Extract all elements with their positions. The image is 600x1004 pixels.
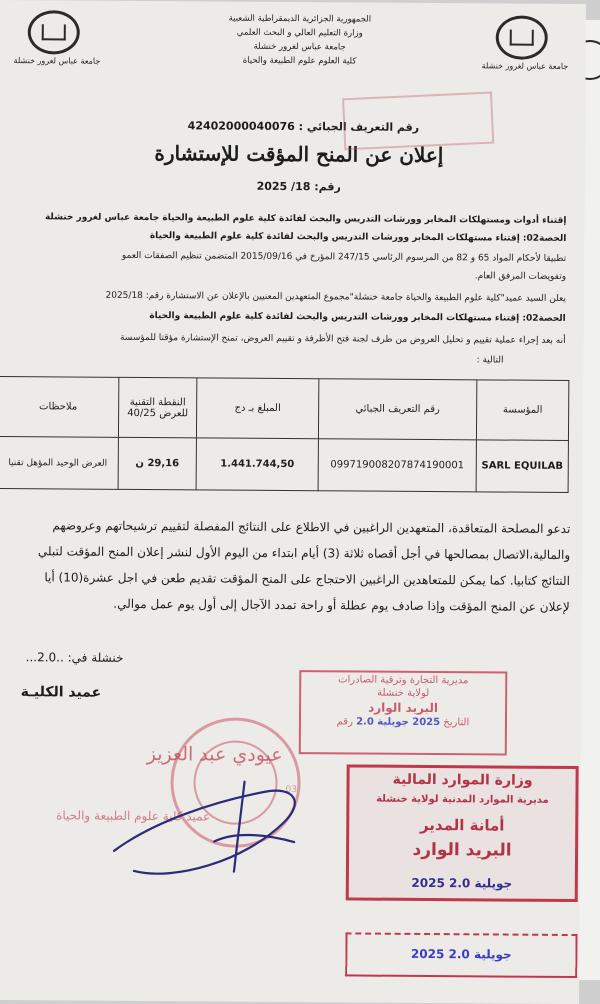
commerce-stamp-num-label: رقم [336,716,353,728]
logo-book-icon [42,24,66,40]
commerce-stamp-line: لولاية خنشلة [377,687,430,700]
cell-institution: SARL EQUILAB [476,440,568,493]
place-date: خنشلة في: ..2.0... [25,650,124,665]
intro-line: الحصة02: إقتناء مستهلكات المخابر وورشات التدريس والبحث لفائدة كلية علوم الطبيعة والحياة [149,311,566,324]
cell-tax-id: 099719008207874190001 [318,439,476,492]
tax-id-value: 42402000040076 [187,119,295,134]
intro-line: التالية : [476,355,504,366]
intro-line: الحصة02: إقتناء مستهلكات المخابر وورشات التدريس والبحث لفائدة كلية علوم الطبيعة والحياة [149,231,567,244]
body-line: النتائج كتابيا. كما يمكن للمتعاهدين الراغبين الاحتجاج على المنح المؤقت تقديم طعن في اجل عشرة(10) أيا [44,570,571,588]
commerce-stamp-line: مديرية التجارة وترقية الصادرات [338,674,469,687]
intro-line: أنه بعد إجراء عملية تقييم و تحليل العروض من طرف لجنة فتح الأظرفة و تقييم العروض، تمنح الإستشارة مؤقتا للمؤسسة [119,332,566,346]
header-line-republic: الجمهورية الجزائرية الديمقراطية الشعبية [228,13,372,25]
header-line-faculty: كلية العلوم علوم الطبيعة والحياة [242,55,357,67]
header-line-university: جامعة عباس لغرور خنشلة [253,41,346,53]
body-line: والمالية،الاتصال بمصالحها في أجل أقصاه ثلاثة (3) أيام ابتداء من اليوم الأول لنشر إعلان المنح المؤقت لتبلي [37,544,571,562]
award-table [0,376,569,493]
finance-stamp-line: مديرية الموارد المدنية لولاية خنشلة [376,793,549,806]
signatory-name: عيودي عبد العزيز [146,743,283,766]
cell-amount: 1.441.744,50 [196,438,318,491]
consultation-number: رقم: 18/ 2025 [256,179,341,194]
finance-stamp-line: أمانة المدير [419,815,505,835]
commerce-stamp-line: البريد الوارد [368,700,439,716]
finance-ministry-stamp [346,764,579,902]
document-title: إعلان عن المنح المؤقت للإستشارة [154,141,444,168]
col-header-institution: المؤسسة [476,380,568,441]
faded-stamp-top [342,92,494,151]
intro-line: وتفويضات المرفق العام. [474,271,567,282]
university-logo-left [13,10,101,71]
body-line: لإعلان عن المنح المؤقت وإذا صادف يوم عطلة أو راحة تمدد الآجال إلى أول يوم عمل موالي. [113,596,570,614]
cell-technical-score: 29,16 ن [118,437,196,490]
table-row [0,436,568,492]
logo-caption: جامعة عباس لغرور خنشلة [13,56,101,66]
intro-line: إقتناء أدوات ومستهلكات المخابر وورشات التدريس والبحث لفائدة كلية علوم الطبيعة والحياة جامعة عباس لغرور خنشلة [44,212,567,226]
commerce-stamp-date-row [301,716,505,728]
finance-stamp-line: وزارة الموارد المالية [392,771,533,789]
university-logo-right [481,15,569,76]
bottom-stamp [345,932,577,978]
bottom-stamp-date: 2025 جويلية 2.0 [410,946,512,962]
commerce-directorate-stamp [299,670,508,755]
col-header-technical-score: النقطة التقنية للعرض 40/25 [118,377,196,438]
dean-label: عميد الكليـة [20,684,102,701]
logo-caption: جامعة عباس لغرور خنشلة [481,61,569,71]
finance-stamp-line: البريد الوارد [412,839,512,861]
header-line-ministry: وزارة التعليم العالي و البحث العلمي [236,27,363,39]
signatory-role: عميد كلية علوم الطبيعة والحياة [56,808,211,824]
col-header-remarks: ملاحظات [0,376,119,437]
finance-stamp-date: 2025 جويلية 2.0 [411,875,513,891]
handwritten-signature [94,761,315,893]
col-header-tax-id: رقم التعريف الجبائي [318,379,476,440]
table-header-row [0,376,569,440]
intro-line: تطبيقا لأحكام المواد 65 و 82 من المرسوم الرئاسي 247/15 المؤرخ في 2015/09/16 المتضمن تنظيم الصفقات العمو [121,250,567,264]
commerce-stamp-date: 2025 جويلية 2.0 [356,716,441,729]
round-stamp-number: 03 [285,785,297,796]
logo-book-icon [510,30,534,46]
tax-id-label: رقم التعريف الجبائي : [298,120,420,134]
cell-remarks: العرض الوحيد المؤهل تقنيا [0,436,118,489]
intro-line: يعلن السيد عميد"كلية علوم الطبيعة والحياة جامعة خنشلة"مجموع المتعهدين المعنيين بالإعلان عن الاستشارة رقم: 2025/18 [105,290,566,304]
body-line: تدعو المصلحة المتعاقدة، المتعهدين الراغبين في الاطلاع على النتائج المفصلة لتقييم ترشيحاتهم وعروضهم [52,518,571,536]
commerce-stamp-date-label: التاريخ [443,717,470,729]
col-header-amount: المبلغ بـ دج [196,378,318,439]
